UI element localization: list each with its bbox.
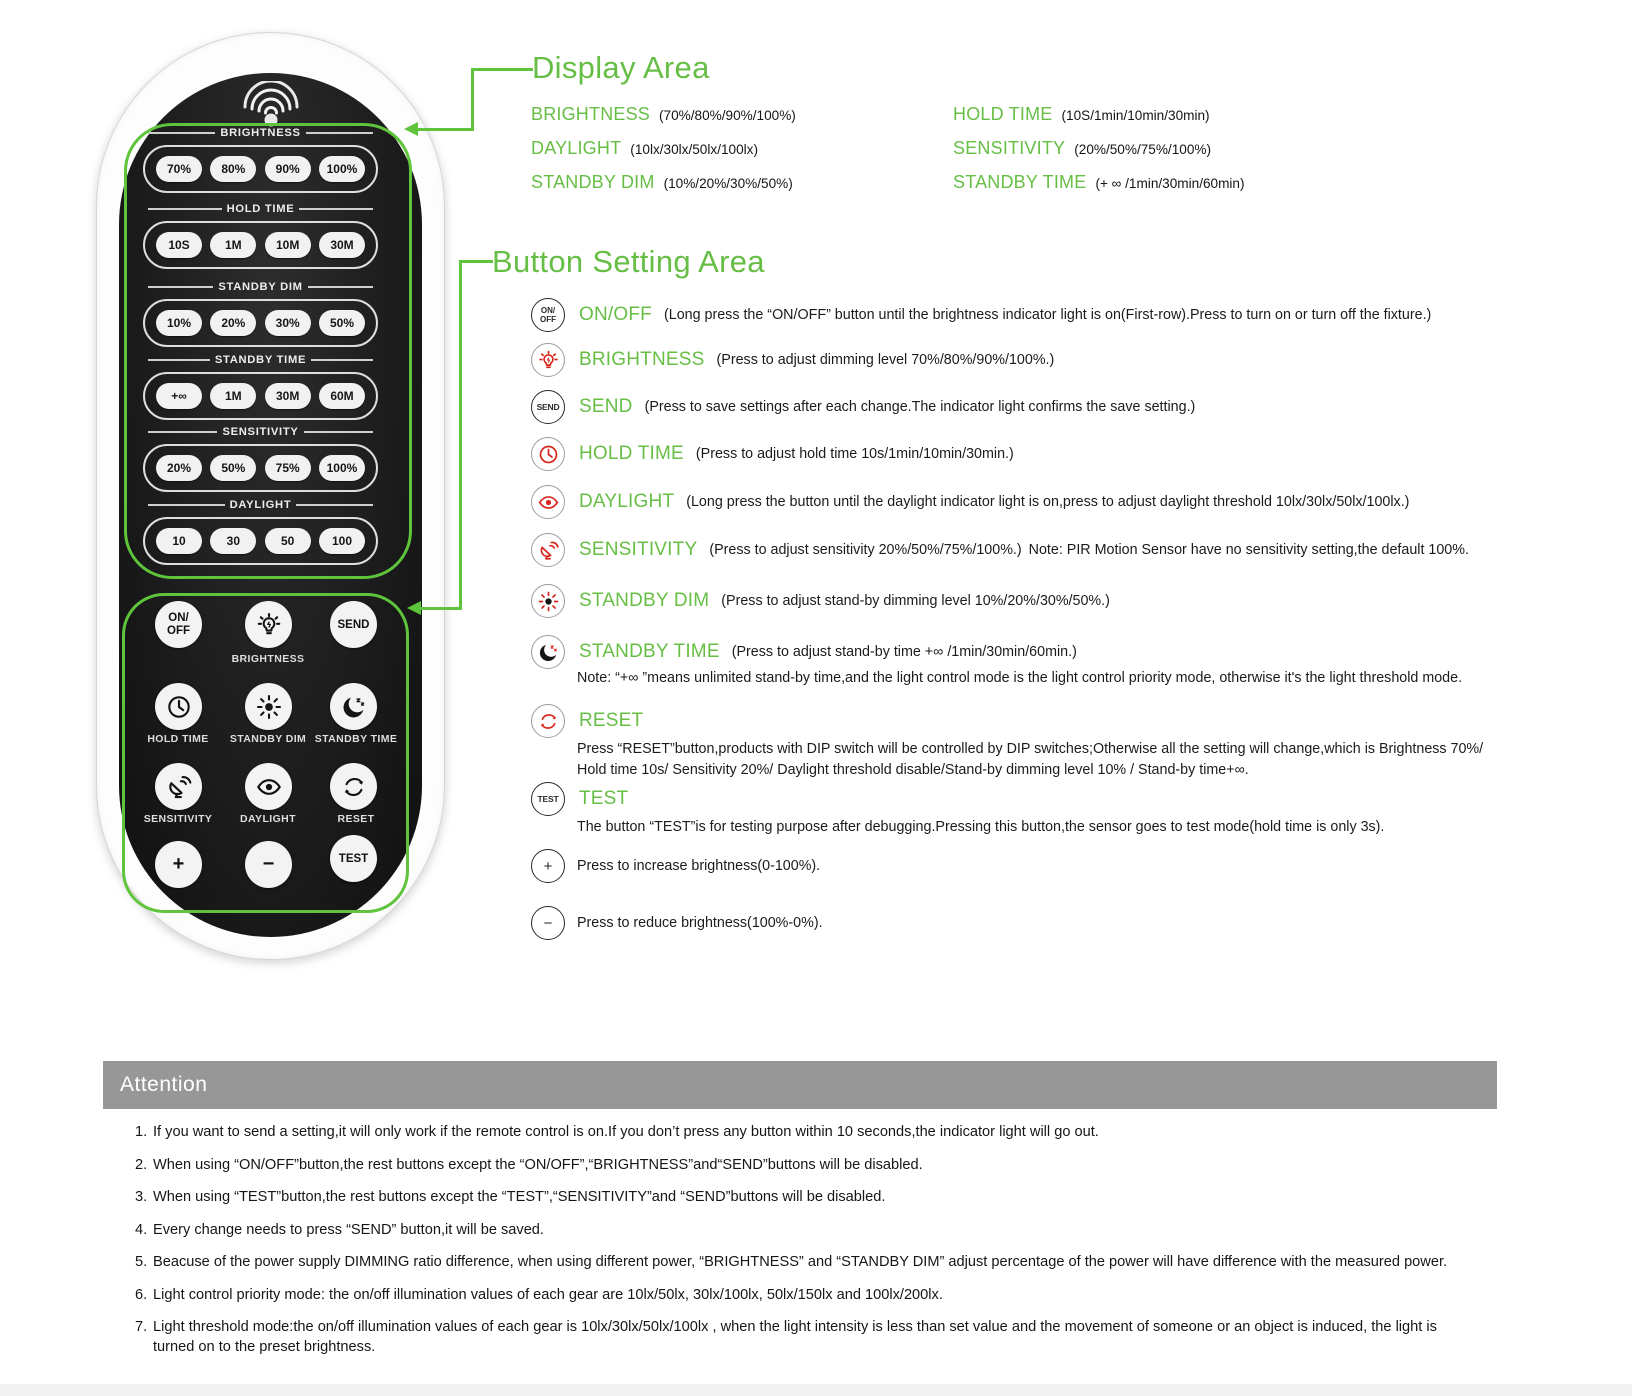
remote-plus-button[interactable]: + xyxy=(155,841,202,888)
standby-dim-sun-icon xyxy=(531,584,565,618)
section-label: BRIGHTNESS xyxy=(220,127,301,139)
remote-key-sens-75[interactable]: 75% xyxy=(265,455,311,481)
standby-dim-label: STANDBY DIM xyxy=(579,590,710,611)
remote-key-sdim-50[interactable]: 50% xyxy=(319,310,365,336)
button-arrow-icon xyxy=(407,601,421,615)
remote-key-brightness-100[interactable]: 100% xyxy=(319,156,365,182)
remote-hold-time-label: HOLD TIME xyxy=(147,733,209,745)
send-label: SEND xyxy=(579,396,633,417)
display-item-sensitivity: SENSITIVITY xyxy=(953,138,1066,158)
button-connector-bottom xyxy=(421,607,462,610)
display-item-brightness: BRIGHTNESS xyxy=(531,104,651,124)
remote-standby-dim-label: STANDBY DIM xyxy=(229,733,307,745)
remote-daylight-label: DAYLIGHT xyxy=(240,813,296,825)
attention-item: 3. When using “TEST”button,the rest buttons except the “TEST”,“SENSITIVITY”and “SEND”buttons will be disabled. xyxy=(135,1189,886,1205)
remote-key-stime-inf[interactable]: +∞ xyxy=(156,383,202,409)
attention-title: Attention xyxy=(120,1073,208,1096)
reset-description: Press “RESET”button,products with DIP switch will be controlled by DIP switches;Otherwise all the setting will change,which is Brightness 70%/ Hold time 10s/ Sensitivity 20%/ Daylight threshold disable/Stand-by dimming level 10% / Stand-by time+∞. xyxy=(577,741,1484,778)
attention-header-bar xyxy=(103,1061,1497,1109)
remote-test-button[interactable]: TEST xyxy=(330,835,377,882)
hold-time-clock-icon xyxy=(531,437,565,471)
remote-key-hold-1m[interactable]: 1M xyxy=(210,232,256,258)
remote-sensitivity-label: SENSITIVITY xyxy=(143,813,213,825)
display-area-highlight-box xyxy=(124,123,412,579)
daylight-eye-icon xyxy=(531,485,565,519)
remote-key-day-10[interactable]: 10 xyxy=(156,528,202,554)
display-item-standby-time: STANDBY TIME xyxy=(953,172,1087,192)
sensitivity-note: Note: PIR Motion Sensor have no sensitivity setting,the default 100%. xyxy=(1028,542,1469,558)
button-area-highlight-box xyxy=(122,593,409,913)
brightness-bulb-icon xyxy=(531,343,565,377)
section-label: DAYLIGHT xyxy=(229,499,292,511)
remote-key-brightness-80[interactable]: 80% xyxy=(210,156,256,182)
plus-icon: + xyxy=(531,849,565,883)
button-setting-area-title: Button Setting Area xyxy=(492,244,765,279)
daylight-label: DAYLIGHT xyxy=(579,491,675,512)
test-description: The button “TEST”is for testing purpose after debugging.Pressing this button,the sensor goes to test mode(hold time is only 3s). xyxy=(577,819,1385,835)
on-off-label: ON/OFF xyxy=(579,304,652,325)
remote-key-stime-30m[interactable]: 30M xyxy=(265,383,311,409)
remote-key-day-100[interactable]: 100 xyxy=(319,528,365,554)
remote-key-sdim-10[interactable]: 10% xyxy=(156,310,202,336)
display-area-title: Display Area xyxy=(532,50,710,85)
attention-item: 1. If you want to send a setting,it will only work if the remote control is on.If you don’t press any button within 10 seconds,the indicator light will go out. xyxy=(135,1124,1099,1140)
attention-item: 6. Light control priority mode: the on/off illumination values of each gear are 10lx/50lx, 30lx/100lx, 50lx/150lx and 100lx/200lx. xyxy=(135,1286,943,1303)
remote-key-day-50[interactable]: 50 xyxy=(265,528,311,554)
display-item-daylight: DAYLIGHT xyxy=(531,138,622,158)
remote-key-brightness-90[interactable]: 90% xyxy=(265,156,311,182)
section-label: HOLD TIME xyxy=(226,203,295,215)
wireless-signal-icon xyxy=(236,81,306,127)
on-off-icon: ON/ OFF xyxy=(531,298,565,332)
display-connector-top xyxy=(471,68,533,71)
attention-item: 7. Light threshold mode:the on/off illumination values of each gear is 10lx/30lx/50lx/100lx , when the light intensity is less than set value and the movement of someone or an object is induced, the light is turned on to the preset brightness. xyxy=(135,1319,1437,1355)
remote-reset-label: RESET xyxy=(337,813,375,825)
button-connector-vertical xyxy=(459,260,462,610)
remote-on-off-button[interactable]: ON/ OFF xyxy=(155,601,202,648)
standby-time-label: STANDBY TIME xyxy=(579,641,720,662)
remote-key-sdim-20[interactable]: 20% xyxy=(210,310,256,336)
remote-key-hold-10m[interactable]: 10M xyxy=(265,232,311,258)
display-connector-bottom xyxy=(417,128,474,131)
attention-item: 2. When using “ON/OFF”button,the rest buttons except the “ON/OFF”,“BRIGHTNESS”and“SEND”buttons will be disabled. xyxy=(135,1156,923,1173)
remote-standby-time-label: STANDBY TIME xyxy=(314,733,398,745)
reset-label: RESET xyxy=(579,710,644,731)
remote-key-sens-50[interactable]: 50% xyxy=(210,455,256,481)
minus-icon: − xyxy=(531,906,565,940)
test-icon: TEST xyxy=(531,782,565,816)
remote-key-hold-30m[interactable]: 30M xyxy=(319,232,365,258)
remote-key-sdim-30[interactable]: 30% xyxy=(265,310,311,336)
remote-minus-button[interactable]: − xyxy=(245,841,292,888)
remote-key-day-30[interactable]: 30 xyxy=(210,528,256,554)
manual-page: BRIGHTNESS 70% 80% 90% 100% HOLD TIME 10S 1M 10M 30M STANDBY DIM 10% 20% 30% 50% STANDBY TIME +∞ 1M 30M 60M SENSITIVITY 20% 50% 75% 100% DAYLIGHT 10 30 50 100 ON/ OFF SEND BRIGHTNESS HOLD TIME STANDBY DIM STANDBY TIME SENSITIVITY DAYLIGHT RESET + − TEST Display Area BRIGHTNESS (70%/80%/90%/100%) DAYLIGHT (10lx/30lx/50lx/100lx) STANDBY DIM (10%/20%/30%/50%) HOLD TIME (10S/1min/10min/30min) SENSITIVITY (20%/50%/75%/100%) STANDBY TIME (+ ∞ /1min/30min/60min) Button Setting Area ON/ OFF ON/OFF (Long press the “ON/OFF” button until the brightness indicator light is on(First-row).Press to turn on or turn off the fixture.) BRIGHTNESS (Press to adjust dimming level 70%/80%/90%/100%.) SEND SEND (Press to save settings after each change.The indicator light confirms the save setting.) HOLD TIME (Press to adjust hold time 10s/1min/10min/30min.) DAYLIGHT (Long press the button until the daylight indicator light is on,press to adjust daylight threshold 10lx/30lx/50lx/100lx.) SENSITIVITY (Press to adjust sensitivity 20%/50%/75%/100%.) Note: PIR Motion Sensor have no sensitivity setting,the default 100%. STANDBY DIM (Press to adjust stand-by dimming level 10%/20%/30%/50%.) STANDBY TIME (Press to adjust stand-by time +∞ /1min/30min/60min.) Note: “+∞ ”means unlimited stand-by time,and the light control mode is the light control priority mode, otherwise it's the light threshold mode. RESET Press “RESET”button,products with DIP switch will be controlled by DIP switches;Otherwise all the setting will change,which is Brightness 70%/ Hold time 10s/ Sensitivity 20%/ Daylight threshold disable/Stand-by dimming level 10% / Stand-by time+∞. TEST TEST The button “TEST”is for testing purpose after debugging.Pressing this button,the sensor goes to test mode(hold time is only 3s). + Press to increase brightness(0-100%). − Press to reduce brightness(100%-0%). Attention 1. If you want to send a setting,it will only work if the remote control is on.If you don’t press any button within 10 seconds,the indicator light will go out. 2. When using “ON/OFF”button,the rest buttons except the “ON/OFF”,“BRIGHTNESS”and“SEND”buttons will be disabled. 3. When using “TEST”button,the rest buttons except the “TEST”,“SENSITIVITY”and “SEND”buttons will be disabled. 4. Every change needs to press “SEND” button,it will be saved. 5. Beacuse of the power supply DIMMING ratio difference, when using different power, “BRIGHTNESS” and “STANDBY DIM” adjust percentage of the power will have difference with the measured power. 6. Light control priority mode: the on/off illumination values of each gear are 10lx/50lx, 30lx/100lx, 50lx/150lx and 100lx/200lx. 7. Light threshold mode:the on/off illumination values of each gear is 10lx/30lx/50lx/100lx , when the light intensity is less than set value and the movement of someone or an object is induced, the light is turned on to the preset brightness. xyxy=(0,0,1632,1396)
section-label: STANDBY DIM xyxy=(218,281,303,293)
remote-key-stime-1m[interactable]: 1M xyxy=(210,383,256,409)
attention-item: 5. Beacuse of the power supply DIMMING ratio difference, when using different power, “BRIGHTNESS” and “STANDBY DIM” adjust percentage of the power will have difference with the measured power. xyxy=(135,1254,1448,1270)
remote-brightness-label: BRIGHTNESS xyxy=(231,653,305,665)
send-icon: SEND xyxy=(531,390,565,424)
button-connector-top xyxy=(459,260,493,263)
attention-list xyxy=(135,1122,1465,1370)
remote-send-button[interactable]: SEND xyxy=(330,601,377,648)
section-label: STANDBY TIME xyxy=(214,354,307,366)
display-item-hold-time: HOLD TIME xyxy=(953,104,1053,124)
bottom-divider xyxy=(0,1384,1632,1396)
test-label: TEST xyxy=(579,788,629,809)
attention-item: 4. Every change needs to press “SEND” button,it will be saved. xyxy=(135,1221,544,1238)
brightness-label: BRIGHTNESS xyxy=(579,349,705,370)
display-connector-vertical xyxy=(471,68,474,131)
sensitivity-antenna-icon xyxy=(531,533,565,567)
display-item-standby-dim: STANDBY DIM xyxy=(531,172,655,192)
remote-key-sens-100[interactable]: 100% xyxy=(319,455,365,481)
display-arrow-icon xyxy=(404,122,418,136)
hold-time-label: HOLD TIME xyxy=(579,443,684,464)
section-label: SENSITIVITY xyxy=(222,426,299,438)
standby-time-moon-icon xyxy=(531,635,565,669)
remote-key-sens-20[interactable]: 20% xyxy=(156,455,202,481)
remote-key-hold-10s[interactable]: 10S xyxy=(156,232,202,258)
remote-key-stime-60m[interactable]: 60M xyxy=(319,383,365,409)
remote-key-brightness-70[interactable]: 70% xyxy=(156,156,202,182)
sensitivity-label: SENSITIVITY xyxy=(579,539,698,560)
reset-icon xyxy=(531,704,565,738)
standby-time-note: Note: “+∞ ”means unlimited stand-by time,and the light control mode is the light control priority mode, otherwise it's the light threshold mode. xyxy=(577,670,1463,686)
remote-control xyxy=(96,32,445,960)
